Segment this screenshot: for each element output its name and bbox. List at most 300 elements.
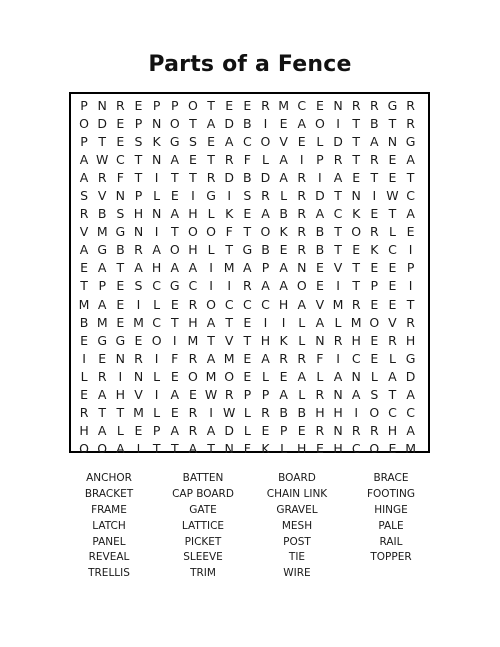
grid-letter: N — [351, 368, 361, 384]
grid-letter: C — [242, 296, 252, 312]
grid-letter: M — [350, 314, 362, 330]
grid-letter: I — [209, 278, 213, 294]
word-list-item: FRAME — [91, 503, 127, 516]
word-list-item: BRACE — [373, 472, 409, 484]
grid-letter: C — [224, 296, 234, 312]
grid-letter: L — [316, 368, 324, 384]
grid-letter: I — [136, 296, 141, 312]
grid-letter: A — [406, 152, 415, 168]
grid-letter: O — [351, 224, 362, 240]
grid-letter: O — [369, 404, 380, 420]
grid-letter: C — [351, 440, 361, 456]
grid-letter: L — [388, 350, 396, 366]
grid-letter: R — [351, 422, 361, 438]
grid-letter: L — [316, 134, 324, 150]
grid-letter: L — [280, 188, 288, 204]
grid-letter: T — [225, 314, 234, 330]
grid-letter: L — [370, 368, 378, 384]
grid-letter: V — [388, 314, 397, 330]
grid-letter: H — [151, 260, 162, 276]
grid-letter: A — [333, 368, 343, 384]
grid-letter: C — [152, 278, 161, 294]
grid-letter: H — [333, 440, 343, 456]
grid-letter: I — [227, 188, 232, 204]
grid-letter: H — [79, 422, 89, 438]
grid-letter: A — [279, 278, 288, 294]
grid-letter: P — [80, 98, 88, 113]
grid-letter: N — [97, 98, 107, 113]
grid-letter: A — [79, 170, 89, 186]
grid-letter: N — [224, 440, 234, 456]
grid-letter: K — [261, 440, 270, 456]
grid-letter: R — [388, 332, 397, 348]
grid-letter: T — [207, 332, 215, 348]
grid-letter: T — [134, 152, 143, 168]
grid-letter: A — [388, 368, 397, 384]
grid-letter: I — [408, 242, 413, 258]
grid-letter: E — [297, 422, 306, 438]
grid-letter: A — [170, 152, 180, 168]
grid-letter: L — [388, 224, 396, 240]
grid-letter: M — [133, 404, 144, 420]
grid-letter: E — [406, 224, 415, 240]
grid-letter: I — [354, 404, 359, 420]
grid-letter: A — [79, 152, 89, 168]
grid-letter: D — [315, 188, 325, 204]
grid-letter: F — [243, 440, 251, 456]
grid-letter: H — [297, 440, 307, 456]
letter-grid — [75, 97, 420, 458]
grid-letter: R — [188, 350, 198, 366]
grid-letter: E — [352, 170, 361, 186]
grid-letter: O — [369, 314, 380, 330]
grid-letter: R — [279, 350, 288, 366]
grid-letter: O — [206, 296, 216, 312]
grid-letter: P — [134, 116, 143, 132]
grid-letter: L — [261, 368, 269, 384]
grid-letter: E — [370, 206, 379, 222]
grid-letter: B — [243, 116, 252, 132]
grid-letter: S — [243, 188, 252, 204]
grid-letter: G — [206, 188, 216, 204]
grid-letter: E — [80, 332, 89, 348]
grid-letter: R — [297, 350, 307, 366]
grid-letter: L — [334, 314, 342, 330]
grid-letter: E — [388, 440, 397, 456]
grid-letter: N — [151, 116, 162, 132]
grid-letter: W — [96, 152, 109, 168]
grid-letter: R — [406, 116, 415, 132]
grid-letter: L — [153, 404, 161, 420]
grid-letter: O — [79, 116, 89, 132]
grid-letter: I — [209, 404, 213, 420]
grid-letter: R — [134, 242, 143, 258]
grid-letter: P — [406, 260, 415, 276]
grid-letter: B — [261, 242, 270, 258]
grid-letter: M — [278, 98, 290, 113]
grid-letter: T — [352, 278, 360, 294]
grid-letter: T — [388, 116, 397, 132]
grid-letter: E — [243, 206, 252, 222]
grid-letter: R — [188, 404, 198, 420]
grid-letter: E — [315, 260, 324, 276]
grid-letter: M — [405, 440, 416, 456]
grid-letter: P — [80, 134, 88, 150]
grid-letter: B — [370, 116, 379, 132]
grid-letter: E — [134, 98, 143, 113]
grid-letter: T — [207, 98, 215, 113]
grid-letter: M — [332, 296, 344, 312]
grid-letter: T — [370, 170, 379, 186]
grid-letter: G — [115, 332, 126, 348]
grid-letter: E — [297, 134, 306, 150]
grid-letter: T — [334, 188, 342, 204]
grid-letter: P — [171, 98, 179, 113]
word-list-item: LATCH — [92, 519, 126, 532]
grid-letter: K — [279, 224, 288, 240]
grid-letter: T — [152, 440, 161, 456]
grid-letter: W — [223, 404, 236, 420]
grid-letter: L — [80, 368, 88, 384]
grid-letter: L — [207, 242, 215, 258]
grid-letter: V — [134, 386, 143, 402]
grid-letter: F — [243, 152, 251, 168]
grid-letter: R — [297, 224, 307, 240]
grid-letter: R — [315, 422, 325, 438]
word-list-item: PANEL — [92, 535, 126, 548]
grid-letter: A — [116, 440, 125, 456]
grid-letter: K — [279, 332, 288, 348]
grid-letter: I — [299, 152, 304, 168]
grid-letter: A — [188, 440, 198, 456]
grid-letter: H — [188, 242, 198, 258]
grid-letter: W — [386, 188, 399, 204]
grid-letter: D — [224, 170, 235, 186]
grid-letter: R — [369, 224, 379, 240]
grid-letter: E — [225, 98, 234, 113]
grid-letter: E — [243, 368, 252, 384]
grid-letter: R — [297, 206, 307, 222]
grid-letter: T — [406, 170, 415, 186]
grid-letter: H — [315, 404, 325, 420]
grid-letter: A — [170, 206, 180, 222]
grid-letter: D — [333, 134, 343, 150]
grid-letter: O — [260, 134, 271, 150]
grid-letter: E — [188, 386, 197, 402]
word-list-item: CAP BOARD — [172, 487, 234, 500]
grid-letter: E — [170, 368, 179, 384]
word-list-item: LATTICE — [181, 519, 225, 532]
grid-letter: A — [243, 260, 252, 276]
grid-letter: R — [97, 170, 107, 186]
grid-letter: G — [405, 134, 416, 150]
grid-letter: N — [115, 350, 126, 366]
grid-letter: B — [116, 242, 125, 258]
grid-letter: W — [204, 386, 218, 402]
grid-letter: K — [152, 134, 161, 150]
grid-letter: L — [243, 422, 251, 438]
grid-letter: M — [223, 350, 235, 366]
grid-letter: A — [315, 206, 325, 222]
grid-letter: L — [243, 404, 251, 420]
grid-letter: M — [223, 260, 235, 276]
grid-letter: T — [98, 404, 107, 420]
grid-letter: H — [115, 386, 126, 402]
grid-letter: M — [96, 224, 108, 240]
word-list-item: PALE — [378, 519, 404, 532]
grid-letter: H — [133, 206, 144, 222]
grid-letter: A — [279, 170, 288, 186]
grid-letter: T — [170, 224, 179, 240]
grid-letter: I — [136, 440, 141, 456]
grid-letter: A — [297, 368, 307, 384]
grid-letter: R — [79, 206, 89, 222]
grid-letter: G — [97, 242, 108, 258]
grid-letter: T — [334, 224, 342, 240]
word-list-item: GRAVEL — [276, 503, 318, 516]
grid-letter: I — [227, 278, 232, 294]
grid-letter: P — [370, 278, 379, 294]
grid-letter: I — [281, 314, 286, 330]
grid-letter: R — [261, 98, 270, 113]
grid-letter: E — [134, 332, 143, 348]
grid-letter: R — [116, 98, 125, 113]
word-list-item: SLEEVE — [183, 551, 223, 564]
grid-letter: A — [97, 296, 107, 312]
grid-letter: I — [118, 368, 123, 384]
grid-letter: E — [315, 278, 324, 294]
word-list-item: POST — [283, 535, 311, 548]
grid-letter: A — [224, 134, 234, 150]
grid-letter: A — [406, 386, 415, 402]
grid-letter: R — [297, 170, 307, 186]
grid-letter: O — [187, 368, 198, 384]
grid-letter: O — [296, 278, 307, 294]
grid-letter: A — [406, 206, 415, 222]
grid-letter: T — [80, 278, 88, 294]
grid-letter: O — [97, 440, 108, 456]
grid-letter: I — [263, 116, 268, 132]
grid-letter: T — [134, 170, 143, 186]
grid-letter: E — [370, 296, 379, 312]
grid-letter: C — [406, 188, 415, 204]
word-list-item: GATE — [189, 503, 217, 516]
grid-letter: E — [279, 368, 288, 384]
grid-letter: P — [279, 422, 288, 438]
word-list-item: BOARD — [278, 472, 316, 484]
grid-letter: A — [333, 170, 343, 186]
grid-letter: N — [297, 260, 307, 276]
grid-letter: C — [115, 152, 125, 168]
grid-letter: R — [188, 422, 198, 438]
grid-letter: I — [209, 260, 213, 276]
grid-letter: R — [297, 188, 307, 204]
grid-letter: R — [261, 404, 270, 420]
grid-letter: O — [187, 224, 198, 240]
word-list — [62, 471, 438, 582]
grid-letter: C — [333, 206, 343, 222]
grid-letter: I — [82, 350, 86, 366]
grid-letter: E — [116, 116, 125, 132]
grid-letter: E — [388, 152, 397, 168]
grid-letter: K — [352, 206, 361, 222]
grid-letter: L — [153, 296, 161, 312]
word-list-item: REVEAL — [88, 551, 130, 564]
grid-letter: S — [370, 386, 379, 402]
grid-letter: E — [98, 350, 107, 366]
grid-letter: P — [316, 152, 324, 168]
grid-letter: E — [116, 134, 125, 150]
grid-letter: P — [243, 386, 252, 402]
grid-letter: S — [188, 134, 197, 150]
grid-letter: S — [134, 278, 143, 294]
grid-letter: R — [224, 386, 234, 402]
grid-letter: R — [315, 386, 325, 402]
grid-letter: H — [387, 422, 398, 438]
grid-letter: A — [97, 386, 107, 402]
grid-letter: H — [188, 206, 198, 222]
grid-letter: D — [224, 116, 235, 132]
grid-letter: D — [260, 170, 271, 186]
grid-letter: V — [97, 188, 107, 204]
grid-letter: A — [134, 260, 143, 276]
grid-letter: H — [260, 332, 271, 348]
grid-letter: M — [205, 368, 217, 384]
grid-letter: G — [97, 332, 108, 348]
grid-letter: R — [369, 422, 379, 438]
grid-letter: L — [298, 332, 306, 348]
grid-letter: H — [278, 296, 289, 312]
grid-letter: N — [133, 368, 144, 384]
grid-letter: I — [336, 278, 340, 294]
grid-letter: A — [79, 242, 89, 258]
word-list-item: TIE — [288, 551, 306, 564]
grid-letter: F — [316, 350, 324, 366]
grid-letter: B — [279, 206, 288, 222]
grid-letter: G — [169, 134, 180, 150]
grid-letter: B — [279, 404, 288, 420]
grid-letter: R — [297, 242, 307, 258]
grid-letter: L — [207, 206, 215, 222]
grid-letter: B — [79, 314, 89, 330]
grid-letter: N — [151, 206, 162, 222]
grid-letter: P — [152, 98, 161, 113]
grid-letter: T — [225, 242, 234, 258]
grid-letter: T — [388, 386, 397, 402]
grid-letter: A — [261, 206, 270, 222]
word-list-item: CHAIN LINK — [266, 487, 328, 500]
grid-letter: G — [405, 350, 416, 366]
grid-letter: O — [224, 368, 235, 384]
grid-letter: E — [370, 260, 379, 276]
grid-letter: R — [97, 368, 107, 384]
grid-letter: T — [352, 152, 360, 168]
grid-letter: E — [116, 278, 125, 294]
grid-letter: O — [169, 116, 180, 132]
grid-letter: N — [387, 134, 398, 150]
grid-letter: E — [279, 116, 288, 132]
grid-letter: I — [172, 332, 177, 348]
grid-letter: A — [97, 260, 107, 276]
grid-letter: H — [351, 332, 361, 348]
grid-letter: R — [188, 296, 198, 312]
grid-letter: N — [115, 188, 126, 204]
grid-letter: R — [333, 332, 343, 348]
grid-letter: C — [242, 134, 252, 150]
grid-letter: O — [187, 98, 198, 113]
grid-letter: I — [318, 170, 322, 186]
grid-letter: C — [152, 314, 161, 330]
grid-letter: N — [333, 386, 343, 402]
grid-letter: A — [152, 242, 161, 258]
grid-letter: A — [170, 422, 180, 438]
grid-letter: D — [97, 116, 108, 132]
grid-letter: E — [116, 296, 125, 312]
word-list-item: MESH — [281, 519, 313, 532]
grid-letter: F — [225, 224, 233, 240]
grid-letter: O — [206, 224, 216, 240]
grid-letter: E — [134, 422, 143, 438]
word-list-item: BRACKET — [84, 487, 134, 500]
grid-letter: A — [315, 314, 325, 330]
word-list-item: FOOTING — [366, 487, 416, 500]
grid-letter: E — [388, 278, 397, 294]
grid-letter: T — [352, 134, 360, 150]
grid-letter: I — [191, 188, 195, 204]
grid-letter: E — [170, 296, 179, 312]
grid-letter: B — [97, 206, 107, 222]
grid-letter: V — [333, 260, 343, 276]
word-list-item: TOPPER — [370, 551, 412, 564]
grid-letter: N — [315, 332, 325, 348]
grid-letter: C — [388, 242, 397, 258]
grid-letter: K — [225, 206, 234, 222]
grid-letter: E — [243, 98, 252, 113]
word-list-item: TRIM — [190, 567, 216, 580]
grid-letter: G — [115, 224, 126, 240]
grid-letter: A — [206, 314, 216, 330]
grid-letter: A — [406, 422, 415, 438]
grid-letter: F — [171, 350, 179, 366]
grid-letter: T — [98, 134, 107, 150]
grid-letter: A — [188, 260, 198, 276]
grid-letter: L — [298, 314, 306, 330]
grid-letter: H — [333, 404, 343, 420]
grid-letter: I — [154, 386, 159, 402]
grid-letter: R — [351, 98, 361, 113]
grid-letter: K — [370, 242, 379, 258]
grid-letter: M — [96, 314, 108, 330]
grid-letter: M — [187, 332, 199, 348]
grid-letter: T — [170, 440, 179, 456]
grid-letter: A — [97, 422, 107, 438]
grid-letter: O — [260, 224, 271, 240]
grid-letter: T — [170, 314, 179, 330]
grid-letter: I — [336, 350, 340, 366]
grid-letter: R — [224, 152, 234, 168]
word-list-item: BATTEN — [182, 472, 224, 484]
grid-letter: E — [279, 242, 288, 258]
word-list-item: ANCHOR — [86, 472, 132, 484]
grid-letter: A — [170, 260, 180, 276]
grid-letter: M — [78, 296, 90, 312]
grid-letter: E — [80, 386, 89, 402]
grid-letter: C — [188, 278, 198, 294]
grid-letter: T — [352, 116, 360, 132]
grid-letter: E — [116, 314, 125, 330]
grid-letter: I — [154, 224, 159, 240]
grid-letter: G — [242, 242, 253, 258]
